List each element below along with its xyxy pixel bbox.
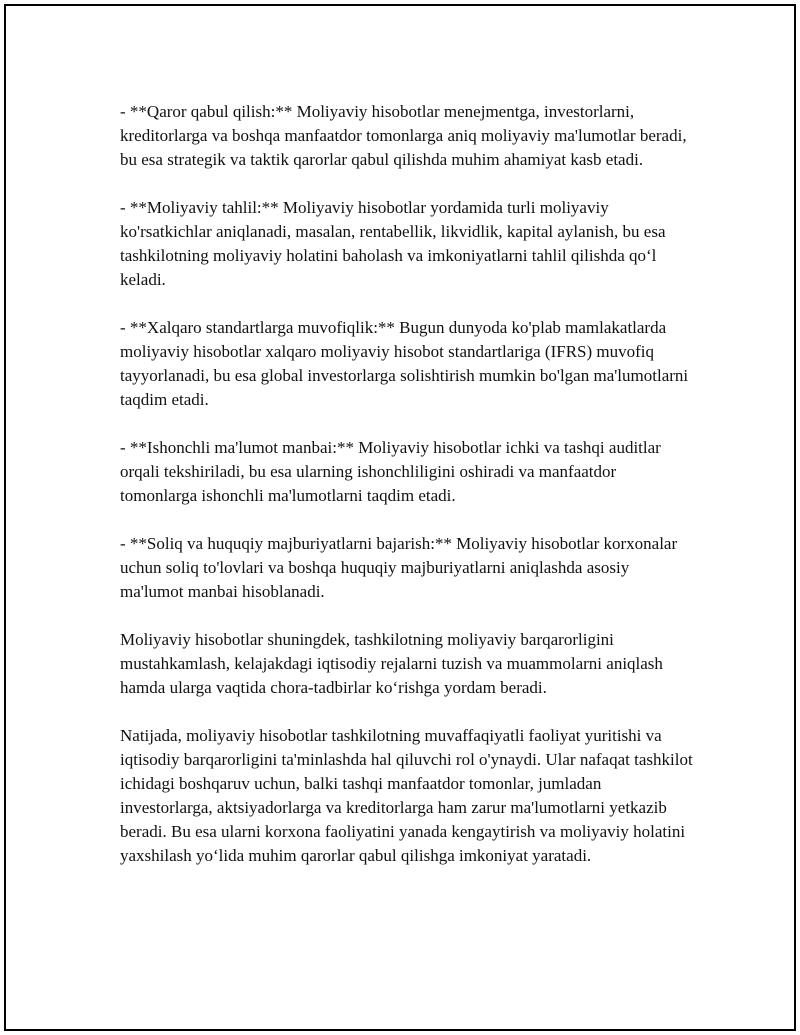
- document-body: [120, 100, 696, 868]
- paragraph-barqarorlik: Moliyaviy hisobotlar shuningdek, tashkilotning moliyaviy barqarorligini mustahkamlash, kelajakdagi iqtisodiy rejalarni tuzish va muammolarni aniqlash hamda ularga vaqtida chora-tadbirlar ko‘rishga yordam beradi.: [120, 630, 663, 697]
- page-border: [4, 4, 796, 1031]
- paragraph-moliyaviy-tahlil: - **Moliyaviy tahlil:** Moliyaviy hisobotlar yordamida turli moliyaviy ko'rsatkichlar aniqlanadi, masalan, rentabellik, likvidlik, kapital aylanish, bu esa tashkilotning moliyaviy holatini baholash va imkoniyatlarni tahlil qilishda qo‘l keladi.: [120, 198, 666, 289]
- paragraph-xalqaro-standartlar: - **Xalqaro standartlarga muvofiqlik:** Bugun dunyoda ko'plab mamlakatlarda moliyaviy hisobotlar xalqaro moliyaviy hisobot standartlariga (IFRS) muvofiq tayyorlanadi, bu esa global investorlarga solishtirish mumkin bo'lgan ma'lumotlarni taqdim etadi.: [120, 318, 689, 409]
- paragraph-qaror-qabul-qilish: - **Qaror qabul qilish:** Moliyaviy hisobotlar menejmentga, investorlarni, kreditorlarga va boshqa manfaatdor tomonlarga aniq moliyaviy ma'lumotlar beradi, bu esa strategik va taktik qarorlar qabul qilishda muhim ahamiyat kasb etadi.: [120, 102, 687, 169]
- paragraph-natijada: Natijada, moliyaviy hisobotlar tashkilotning muvaffaqiyatli faoliyat yuritishi va iqtisodiy barqarorligini ta'minlashda hal qiluvchi rol o'ynaydi. Ular nafaqat tashkilot ichidagi boshqaruv uchun, balki tashqi manfaatdor tomonlar, jumladan investorlarga, aktsiyadorlarga va kreditorlarga ham zarur ma'lumotlarni yetkazib beradi. Bu esa ularni korxona faoliyatini yanada kengaytirish va moliyaviy holatini yaxshilash yo‘lida muhim qarorlar qabul qilishga imkoniyat yaratadi.: [120, 726, 693, 865]
- paragraph-ishonchli-malumot: - **Ishonchli ma'lumot manbai:** Moliyaviy hisobotlar ichki va tashqi auditlar orqali tekshiriladi, bu esa ularning ishonchliligini oshiradi va manfaatdor tomonlarga ishonchli ma'lumotlarni taqdim etadi.: [120, 438, 661, 505]
- paragraph-soliq-huquqiy: - **Soliq va huquqiy majburiyatlarni bajarish:** Moliyaviy hisobotlar korxonalar uchun soliq to'lovlari va boshqa huquqiy majburiyatlarni aniqlashda asosiy ma'lumot manbai hisoblanadi.: [120, 534, 678, 601]
